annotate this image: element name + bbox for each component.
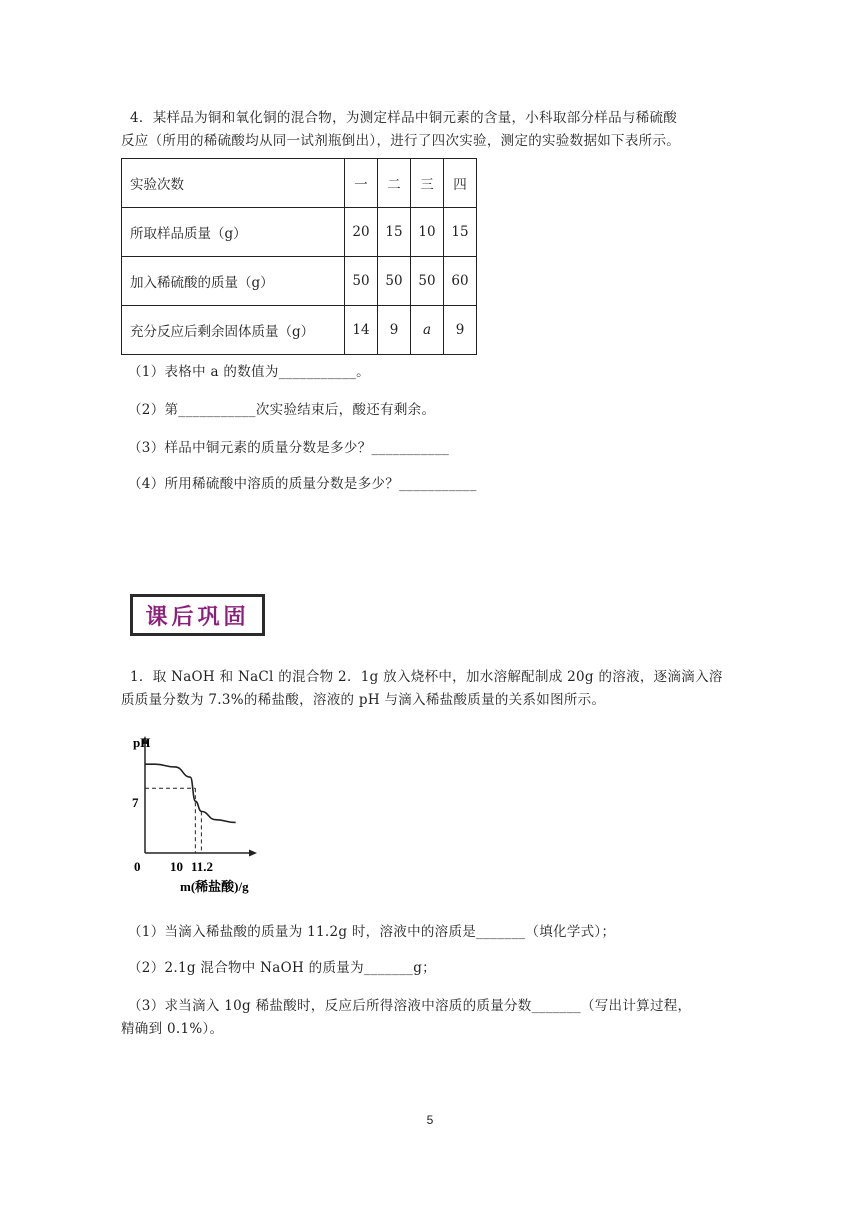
- table-cell: 加入稀硫酸的质量（g）: [122, 257, 345, 306]
- q1-sub-3-line-2: 精确到 0.1%）。: [121, 1021, 224, 1037]
- table-row: [122, 208, 477, 257]
- table-cell: 14: [345, 306, 378, 355]
- table-cell: 9: [444, 306, 477, 355]
- table-row: [122, 159, 477, 208]
- q4-sub-2: （2）第___________次实验结束后，酸还有剩余。: [128, 402, 436, 418]
- ph-chart: [125, 730, 265, 895]
- y-axis-label: pH: [133, 735, 151, 750]
- x-tick-label: 10: [170, 859, 183, 874]
- table-cell: 10: [411, 208, 444, 257]
- table-row: [122, 257, 477, 306]
- q1-line-2: 质质量分数为 7.3%的稀盐酸，溶液的 pH 与滴入稀盐酸质量的关系如图所示。: [121, 692, 606, 708]
- table-header-cell: 四: [444, 159, 477, 208]
- table-cell: 9: [378, 306, 411, 355]
- table-header-cell: 实验次数: [122, 159, 345, 208]
- table-cell: 20: [345, 208, 378, 257]
- table-header-cell: 三: [411, 159, 444, 208]
- q4-sub-1: （1）表格中 a 的数值为___________。: [128, 364, 370, 380]
- table-cell: a: [411, 306, 444, 355]
- experiment-table: [121, 158, 477, 355]
- section-badge: [130, 594, 265, 636]
- plot-area: [145, 764, 236, 853]
- table-cell: 15: [378, 208, 411, 257]
- table-cell: 15: [444, 208, 477, 257]
- x-tick-label: 11.2: [191, 859, 214, 874]
- section-badge-label: 课后巩固: [133, 597, 262, 633]
- table-cell: 50: [378, 257, 411, 306]
- table-cell: 所取样品质量（g）: [122, 208, 345, 257]
- table-cell: 60: [444, 257, 477, 306]
- chart-axes: [142, 736, 258, 857]
- table-row: [122, 306, 477, 355]
- q4-sub-3: （3）样品中铜元素的质量分数是多少？___________: [128, 440, 450, 456]
- table-cell: 50: [411, 257, 444, 306]
- q1-sub-2: （2）2.1g 混合物中 NaOH 的质量为_______g；: [128, 960, 436, 976]
- table-cell: 充分反应后剩余固体质量（g）: [122, 306, 345, 355]
- table-cell: 50: [345, 257, 378, 306]
- table-header-cell: 一: [345, 159, 378, 208]
- q1-sub-3-line-1: （3）求当滴入 10g 稀盐酸时，反应后所得溶液中溶质的质量分数_______（写出计算过程，: [128, 998, 692, 1014]
- x-axis-label: m(稀盐酸)/g: [180, 879, 249, 894]
- page-number: 5: [426, 1113, 434, 1127]
- x-axis-arrow: [249, 850, 257, 857]
- q4-line-2: 反应（所用的稀硫酸均从同一试剂瓶倒出），进行了四次实验，测定的实验数据如下表所示。: [121, 133, 681, 149]
- q4-line-1: 4．某样品为铜和氧化铜的混合物，为测定样品中铜元素的含量，小科取部分样品与稀硫酸: [130, 110, 678, 126]
- ph-curve: [145, 764, 236, 822]
- table-header-cell: 二: [378, 159, 411, 208]
- q1-sub-1: （1）当滴入稀盐酸的质量为 11.2g 时，溶液中的溶质是_______（填化学式）；: [128, 924, 616, 940]
- q4-sub-4: （4）所用稀硫酸中溶质的质量分数是多少？___________: [128, 476, 477, 492]
- origin-tick-label: 0: [134, 859, 141, 874]
- q1-line-1: 1．取 NaOH 和 NaCl 的混合物 2．1g 放入烧杯中，加水溶解配制成 20g 的溶液，逐滴滴入溶: [130, 669, 723, 685]
- y-tick-label: 7: [132, 795, 139, 810]
